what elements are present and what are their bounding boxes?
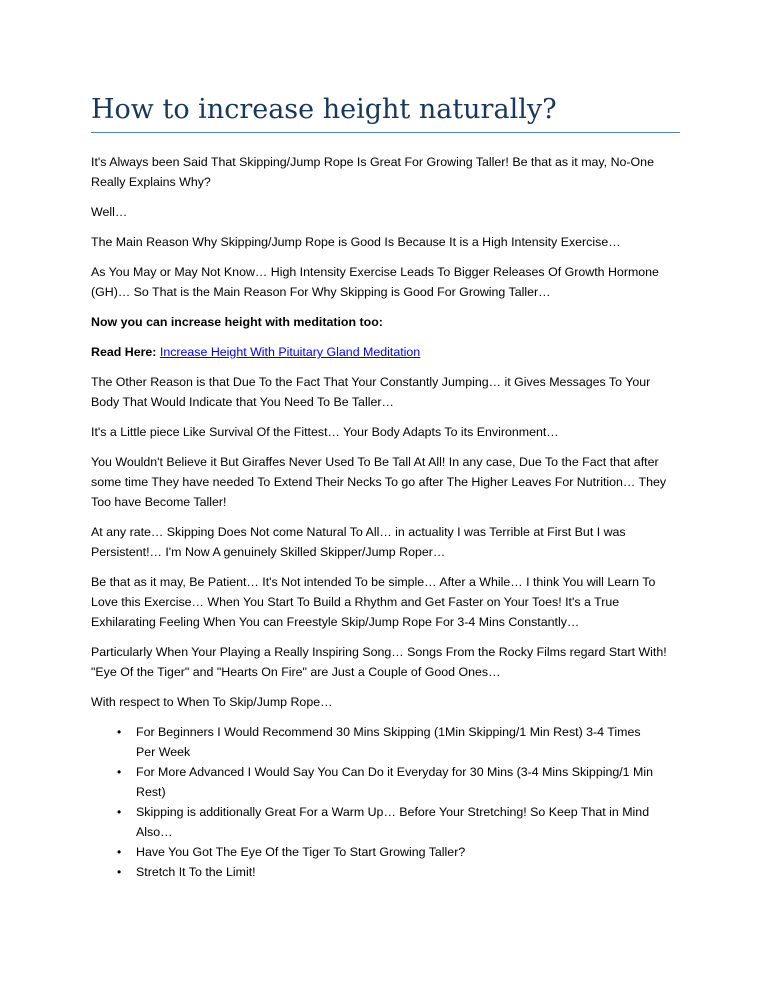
paragraph-read-here	[91, 342, 676, 362]
title-underline-divider	[91, 132, 680, 133]
paragraph-well: Well…	[91, 205, 128, 219]
pituitary-meditation-link[interactable]: Increase Height With Pituitary Gland Meditation	[159, 345, 421, 359]
paragraph-intro: It's Always been Said That Skipping/Jump Rope Is Great For Growing Taller! Be that as it may, No-One Really Explains Why?	[91, 155, 654, 189]
list-item-text: Skipping is additionally Great For a Warm Up… Before Your Stretching! So Keep That in Mind Also…	[136, 805, 650, 839]
paragraph-giraffes: You Wouldn't Believe it But Giraffes Never Used To Be Tall At All! In any case, Due To the Fact that after some time They have needed To Extend Their Necks To go after The Higher Leaves For Nutrition… They Too have Become Taller!	[91, 455, 667, 509]
bullet-icon: •	[117, 845, 122, 859]
paragraph-be-patient: Be that as it may, Be Patient… It's Not intended To be simple… After a While… I think You will Learn To Love this Exercise… When You Start To Build a Rhythm and Get Faster on Your Toes! It's a True Exhilarating Feeling When You can Freestyle Skip/Jump Rope For 3-4 Mins Constantly…	[91, 575, 656, 629]
paragraph-persistent: At any rate… Skipping Does Not come Natural To All… in actuality I was Terrible at First But I was Persistent!… I'm Now A genuinely Skilled Skipper/Jump Roper…	[91, 525, 626, 559]
meditation-bold-text: Now you can increase height with meditation too:	[91, 315, 383, 329]
list-item	[91, 862, 676, 882]
read-here-label: Read Here:	[91, 345, 157, 359]
document-title: How to increase height naturally?	[91, 94, 557, 125]
list-item	[91, 722, 676, 762]
document-body	[91, 152, 676, 882]
bullet-icon: •	[117, 725, 122, 739]
paragraph-growth-hormone: As You May or May Not Know… High Intensity Exercise Leads To Bigger Releases Of Growth Hormone (GH)… So That is the Main Reason For Why Skipping is Good For Growing Taller…	[91, 265, 659, 299]
list-item	[91, 762, 676, 802]
bullet-icon: •	[117, 805, 122, 819]
paragraph-other-reason: The Other Reason is that Due To the Fact That Your Constantly Jumping… it Gives Messages To Your Body That Would Indicate that You Need To Be Taller…	[91, 375, 651, 409]
list-item-text: For Beginners I Would Recommend 30 Mins Skipping (1Min Skipping/1 Min Rest) 3-4 Times Per Week	[136, 725, 641, 759]
skip-schedule-list	[91, 722, 676, 882]
paragraph-main-reason: The Main Reason Why Skipping/Jump Rope is Good Is Because It is a High Intensity Exercise…	[91, 235, 621, 249]
list-item-text: Have You Got The Eye Of the Tiger To Start Growing Taller?	[136, 845, 466, 859]
list-item-text: Stretch It To the Limit!	[136, 865, 256, 879]
list-item-text: For More Advanced I Would Say You Can Do it Everyday for 30 Mins (3-4 Mins Skipping/1 Min Rest)	[136, 765, 653, 799]
paragraph-meditation-note	[91, 312, 676, 332]
bullet-icon: •	[117, 865, 122, 879]
list-item	[91, 802, 676, 842]
paragraph-when-to-skip: With respect to When To Skip/Jump Rope…	[91, 695, 333, 709]
paragraph-survival: It's a Little piece Like Survival Of the Fittest… Your Body Adapts To its Environment…	[91, 425, 559, 439]
list-item	[91, 842, 676, 862]
bullet-icon: •	[117, 765, 122, 779]
paragraph-songs: Particularly When Your Playing a Really Inspiring Song… Songs From the Rocky Films regard Start With! "Eye Of the Tiger" and "Hearts On Fire" are Just a Couple of Good Ones…	[91, 645, 667, 679]
